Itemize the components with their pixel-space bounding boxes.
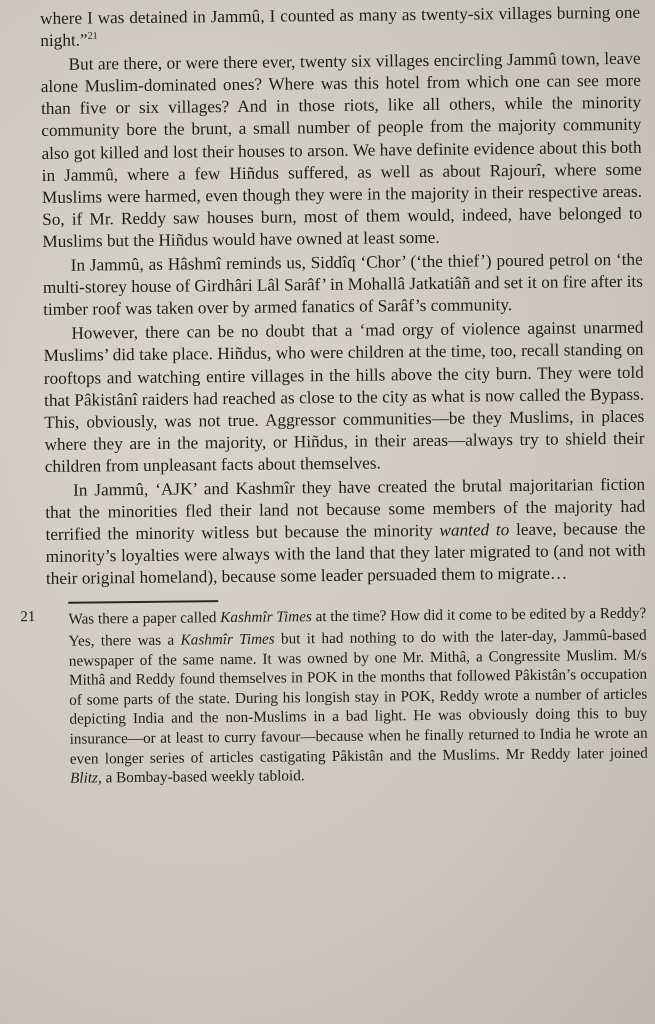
footnote-answer xyxy=(69,626,649,789)
paragraph: However, there can be no doubt that a ‘mad orgy of violence against unarmed Muslims’ did take place. Hiñdus, who were children at the time, too, recall standing on rooftops and watching entire villages in the hills above the city burn. They were told that Pâkistânî raiders had reached as close to the city as what is now called the Bypass. This, obviously, was not true. Aggressor communities—be they Muslims, in places where they are in the majority, or Hiñdus, in their areas—always try to shield their children from unpleasant facts about themselves. xyxy=(43,318,645,476)
paragraph-text: In Jammû, ‘AJK’ and Kashmîr they have created the brutal majoritarian fiction that the minorities fled their land not because some members of the majority had terrified the minority witless but because the minority xyxy=(45,474,646,545)
footnote-reference: 21 xyxy=(87,30,98,42)
paragraph-continuation xyxy=(40,2,640,52)
main-text xyxy=(40,2,646,591)
footnote-text: , a Bombay-based weekly tabloid. xyxy=(97,767,305,787)
emphasis-text: Kashmîr Times xyxy=(180,630,275,649)
emphasis-text: Kashmîr Times xyxy=(220,608,312,627)
book-page xyxy=(20,2,648,789)
emphasis-text: wanted to xyxy=(439,520,510,541)
footnote xyxy=(20,604,648,789)
paragraph-text: leave, because the minority’s loyalties were always with the land that they later migrated to (and not with their original homeland), because some leader persuaded them to migrate… xyxy=(45,518,646,589)
paragraph: In Jammû, as Hâshmî reminds us, Siddîq ‘Chor’ (‘the thief’) poured petrol on ‘the multi-storey house of Girdhâri Lâl Sarâf’ in Mohallâ Jatkatiâñ and set it on fire after its timber roof was taken over by armed fanatics of Sarâf’s community. xyxy=(42,249,643,320)
paragraph xyxy=(45,474,646,591)
emphasis-text: Blitz xyxy=(69,769,99,787)
footnote-number: 21 xyxy=(20,609,36,626)
footnote-divider xyxy=(68,601,218,605)
footnote-text: but it had nothing to do with the later-day, Jammû-based newspaper of the same name. It was owned by one Mr. Mithâ, a Congressite Muslim. M/s Mithâ and Reddy found themselves in POK in the months that followed Pâkistân’s occupation of some parts of the state. During his longish stay in POK, Reddy wrote a number of articles depicting India and the non-Muslims in a bad light. He was obviously doing this to buy insurance—or at least to curry favour—because when he finally returned to India he wrote an even longer series of articles castigating Pâkistân and the Muslims. Mr Reddy later joined xyxy=(68,626,648,768)
footnote-text: at the time? How did it come to be edited by a Reddy? xyxy=(311,605,647,626)
footnote-text: Was there a paper called xyxy=(68,609,221,629)
footnote-text: Yes, there was a xyxy=(68,631,181,650)
paragraph: But are there, or were there ever, twenty six villages encircling Jammû town, leave alone Muslim-dominated ones? Where was this hotel from which one can see more than five or six villages? And in those riots, like all others, while the minority community bore the brunt, a small number of people from the majority community also got killed and lost their houses to arson. We have definite evidence about this both in Jammû, where a few Hiñdus suffered, as well as about Rajourî, where some Muslims were harmed, even though they were in the majority in their respective areas. So, if Mr. Reddy saw houses burn, most of them would, indeed, have belonged to Muslims but the Hiñdus would have owned at least some. xyxy=(40,48,643,251)
paragraph-text: where I was detained in Jammû, I counted as many as twenty-six villages burning one night.” xyxy=(40,2,641,51)
